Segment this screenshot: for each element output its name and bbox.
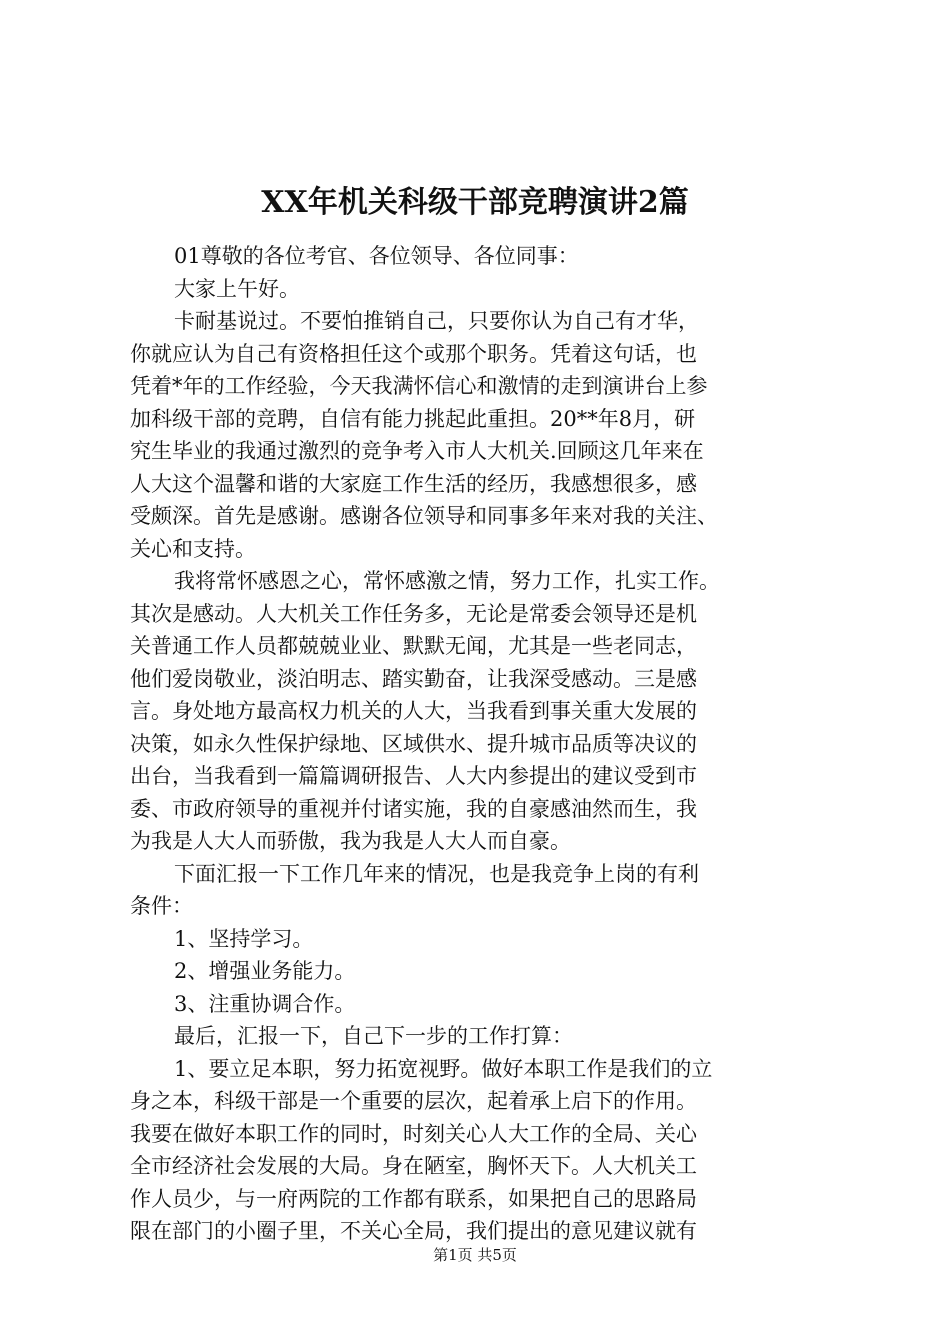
- body-line: 凭着*年的工作经验，今天我满怀信心和激情的走到演讲台上参: [130, 374, 708, 398]
- body-line: 限在部门的小圈子里，不关心全局，我们提出的意见建议就有: [130, 1219, 697, 1243]
- body-line: 委、市政府领导的重视并付诸实施，我的自豪感油然而生，我: [130, 796, 697, 821]
- body-line: 1、要立足本职，努力拓宽视野。做好本职工作是我们的立: [174, 1056, 713, 1081]
- body-line: 受颇深。首先是感谢。感谢各位领导和同事多年来对我的关注、: [130, 504, 718, 528]
- body-line: 最后，汇报一下，自己下一步的工作打算：: [174, 1024, 573, 1048]
- body-line: 大家上午好。: [174, 276, 300, 301]
- body-line: 他们爱岗敬业，淡泊明志、踏实勤奋，让我深受感动。三是感: [130, 666, 697, 691]
- body-line: 3、注重协调合作。: [174, 991, 356, 1016]
- document-body: [130, 240, 850, 1248]
- body-line: 全市经济社会发展的大局。身在陋室，胸怀天下。人大机关工: [130, 1154, 697, 1178]
- body-line: 卡耐基说过。不要怕推销自己，只要你认为自己有才华，: [174, 309, 699, 333]
- body-line: 人大这个温馨和谐的大家庭工作生活的经历，我感想很多，感: [130, 471, 697, 496]
- body-line: 2、增强业务能力。: [174, 959, 356, 983]
- body-line: 出台，当我看到一篇篇调研报告、人大内参提出的建议受到市: [130, 764, 697, 788]
- body-line: 条件：: [130, 894, 193, 918]
- body-line: 决策，如永久性保护绿地、区域供水、提升城市品质等决议的: [130, 731, 697, 756]
- body-line: 加科级干部的竞聘，自信有能力挑起此重担。20**年8月，研: [130, 406, 696, 431]
- page-footer: 第1页 共5页: [433, 1246, 517, 1264]
- body-line: 关普通工作人员都兢兢业业、默默无闻，尤其是一些老同志，: [130, 634, 697, 658]
- document-title: XX年机关科级干部竞聘演讲2篇: [261, 185, 689, 220]
- body-line: 究生毕业的我通过激烈的竞争考入市人大机关.回顾这几年来在: [130, 439, 704, 463]
- body-line: 作人员少，与一府两院的工作都有联系，如果把自己的思路局: [130, 1186, 697, 1211]
- body-line: 其次是感动。人大机关工作任务多，无论是常委会领导还是机: [130, 601, 697, 626]
- body-line: 1、坚持学习。: [174, 926, 314, 951]
- body-line: 为我是人大人而骄傲，我为我是人大人而自豪。: [130, 829, 571, 853]
- body-line: 言。身处地方最高权力机关的人大，当我看到事关重大发展的: [130, 699, 697, 723]
- body-line: 关心和支持。: [130, 536, 256, 561]
- body-line: 下面汇报一下工作几年来的情况，也是我竞争上岗的有利: [174, 861, 699, 886]
- body-line: 身之本，科级干部是一个重要的层次，起着承上启下的作用。: [130, 1089, 697, 1113]
- body-line: 我将常怀感恩之心，常怀感激之情，努力工作，扎实工作。: [174, 569, 720, 593]
- body-line: 01尊敬的各位考官、各位领导、各位同事：: [174, 244, 579, 268]
- body-line: 你就应认为自己有资格担任这个或那个职务。凭着这句话，也: [130, 341, 697, 366]
- body-line: 我要在做好本职工作的同时，时刻关心人大工作的全局、关心: [130, 1121, 697, 1146]
